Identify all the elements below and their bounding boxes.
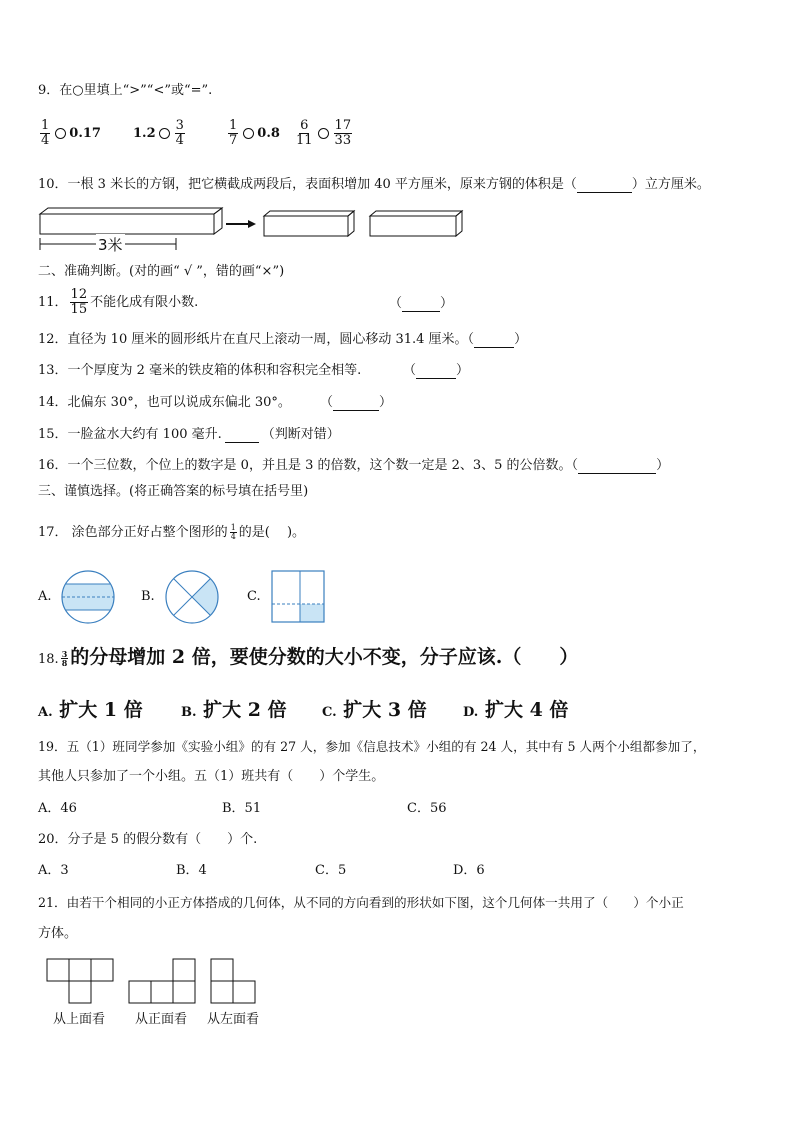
q11-answer[interactable]: （ ）: [389, 296, 454, 311]
circle-blank-icon[interactable]: [243, 128, 254, 139]
circle-blank-icon[interactable]: [159, 128, 170, 139]
option-a-circle-figure[interactable]: [61, 570, 117, 626]
q13: 13．一个厚度为 2 毫米的铁皮箱的体积和容积完全相等.: [38, 363, 362, 378]
q18-option-b[interactable]: B. 扩大 2 倍: [181, 699, 287, 721]
q9-item-2: 1.2 $\frac{3}{4}$: [133, 118, 184, 148]
q9-stem: 9．在○里填上“>”“<”或“=”.: [38, 83, 213, 98]
q10-stem: 10．一根 3 米长的方钢，把它横截成两段后，表面积增加 40 平方厘米，原来方钢的体积是（ ）立方厘米。: [38, 177, 710, 192]
q19-line-2: 其他人只参加了一个小组。五（1）班共有（ ）个学生。: [38, 769, 385, 784]
fraction: $\frac{1}{4}$: [41, 118, 50, 148]
answer-blank[interactable]: [577, 180, 632, 193]
fraction: $\frac{6}{11}$: [296, 118, 313, 148]
q18-option-c[interactable]: C. 扩大 3 倍: [322, 699, 427, 721]
answer-blank[interactable]: [578, 461, 656, 474]
option-b-label[interactable]: B.: [141, 589, 155, 604]
fraction: $\frac{1}{7}$: [229, 118, 238, 148]
q9-item-4: [294, 119, 354, 148]
q18-option-a[interactable]: A. 扩大 1 倍: [38, 699, 143, 721]
fraction: $\frac{1}{4}$: [230, 523, 236, 541]
section-2-title: 二、准确判断。(对的画“ √ ”，错的画“×”): [38, 264, 285, 279]
q17: 17． 涂色部分正好占整个图形的 $\frac{1}{4}$ 的是( )。: [38, 523, 306, 541]
q21-line-2: 方体。: [38, 926, 78, 941]
view-label-front: 从正面看: [135, 1012, 188, 1027]
answer-blank[interactable]: [474, 335, 514, 348]
option-b-circle-figure[interactable]: [165, 570, 221, 626]
fraction: $\frac{12}{15}$: [70, 287, 88, 317]
q20-option-d[interactable]: D．6: [453, 863, 485, 878]
q21-line-1: 21．由若干个相同的小正方体搭成的几何体，从不同的方向看到的形状如下图，这个几何体一共用了（ ）个小正: [38, 895, 684, 910]
fraction: $\frac{17}{33}$: [334, 118, 352, 148]
q20-option-a[interactable]: A．3: [38, 863, 69, 878]
answer-blank[interactable]: [225, 430, 259, 443]
length-label: 3米: [98, 236, 123, 254]
q19-line-1: 19．五（1）班同学参加《实验小组》的有 27 人，参加《信息技术》小组的有 24 人，其中有 5 人两个小组都参加了，: [38, 739, 706, 754]
q14-answer[interactable]: （ ）: [320, 395, 393, 410]
fraction: $\frac{3}{4}$: [175, 118, 184, 148]
q20-option-b[interactable]: B．4: [176, 863, 207, 878]
fraction: $\frac{3}{8}$: [61, 648, 68, 668]
q20-option-c[interactable]: C．5: [315, 863, 347, 878]
view-label-left: 从左面看: [207, 1012, 260, 1027]
q20: 20．分子是 5 的假分数有（ ）个.: [38, 832, 258, 847]
q9-item-1: $\frac{1}{4}$ 0.17: [41, 118, 101, 148]
option-c-label[interactable]: C.: [247, 589, 261, 604]
view-label-top: 从上面看: [53, 1012, 106, 1027]
q15: 15．一脸盆水大约有 100 毫升. （判断对错）: [38, 427, 340, 442]
q9-item-3: $\frac{1}{7}$ 0.8: [229, 118, 280, 148]
q11: 11． $\frac{12}{15}$ 不能化成有限小数.: [38, 287, 199, 317]
q16: 16．一个三位数，个位上的数字是 0，并且是 3 的倍数，这个数一定是 2、3、5 的公倍数。（ ）: [38, 458, 670, 473]
q19-option-a[interactable]: A．46: [38, 801, 77, 816]
option-c-square-figure[interactable]: [271, 570, 327, 624]
q19-option-b[interactable]: B．51: [222, 801, 262, 816]
circle-blank-icon[interactable]: [55, 128, 66, 139]
q18-option-d[interactable]: D. 扩大 4 倍: [463, 699, 569, 721]
q13-answer[interactable]: （ ）: [403, 363, 470, 378]
q19-option-c[interactable]: C．56: [407, 801, 447, 816]
q14: 14．北偏东 30°，也可以说成东偏北 30°。: [38, 395, 291, 410]
three-views-figure: [47, 957, 267, 1007]
q18: 18. $\frac{3}{8}$ 的分母增加 2 倍，要使分数的大小不变，分子应该.（ ）: [38, 646, 579, 668]
section-3-title: 三、谨慎选择。(将正确答案的标号填在括号里): [38, 484, 309, 499]
option-a-label[interactable]: A.: [38, 589, 52, 604]
q12: 12．直径为 10 厘米的圆形纸片在直尺上滚动一周，圆心移动 31.4 厘米。（ ）: [38, 332, 528, 347]
circle-blank-icon[interactable]: [318, 128, 329, 139]
